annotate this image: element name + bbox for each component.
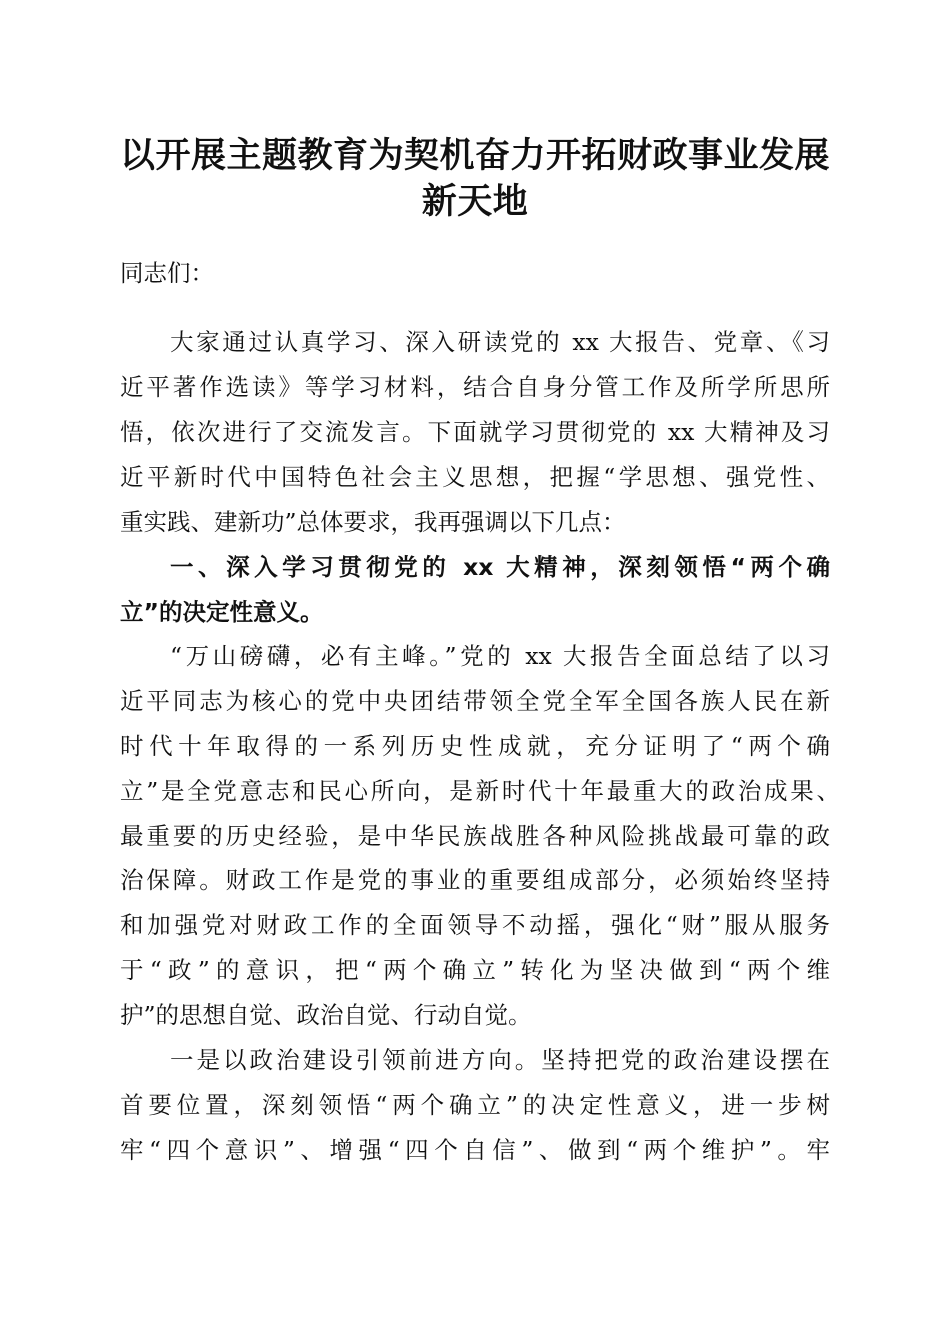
body-line: 牢“四个意识”、增强“四个自信”、做到“两个维护”。牢 [120, 1136, 830, 1164]
intro-line: 近平著作选读》等学习材料，结合自身分管工作及所学所思所 [120, 373, 830, 401]
intro-line: 大家通过认真学习、深入研读党的 xx 大报告、党章、《习 [170, 328, 830, 356]
body-line: 近平同志为核心的党中央团结带领全党全军全国各族人民在新 [120, 687, 830, 715]
body-line: 首要位置，深刻领悟“两个确立”的决定性意义，进一步树 [120, 1091, 830, 1119]
intro-line: 悟，依次进行了交流发言。下面就学习贯彻党的 xx 大精神及习 [120, 418, 830, 446]
title-line-2: 新天地 [421, 181, 529, 222]
document-title [100, 133, 850, 225]
body-line: 最重要的历史经验，是中华民族战胜各种风险挑战最可靠的政 [120, 822, 830, 850]
body-line: 时代十年取得的一系列历史性成就，充分证明了“两个确 [120, 732, 830, 760]
body-line: 和加强党对财政工作的全面领导不动摇，强化“财”服从服务 [120, 911, 830, 939]
intro-line: 近平新时代中国特色社会主义思想，把握“学思想、强党性、 [120, 463, 830, 491]
intro-line: 重实践、建新功”总体要求，我再强调以下几点： [120, 508, 626, 536]
body-line: “万山磅礴，必有主峰。”党的 xx 大报告全面总结了以习 [170, 642, 830, 670]
body-line: 治保障。财政工作是党的事业的重要组成部分，必须始终坚持 [120, 866, 830, 894]
section-heading: 一、深入学习贯彻党的 xx 大精神，深刻领悟“两个确 [170, 553, 830, 581]
body-line: 于“政”的意识，把“两个确立”转化为坚决做到“两个维 [120, 956, 830, 984]
point-lead: 一是以政治建设引领前进方向。 [170, 1046, 542, 1074]
section-heading: 立”的决定性意义。 [120, 598, 324, 626]
point-text: 坚持把党的政治建设摆在 [541, 1046, 831, 1074]
salutation: 同志们： [120, 259, 214, 287]
title-line-1: 以开展主题教育为契机奋力开拓财政事业发展 [119, 135, 830, 176]
body-line: 护”的思想自觉、政治自觉、行动自觉。 [120, 1001, 532, 1029]
point-line [170, 1045, 830, 1075]
body-line: 立”是全党意志和民心所向，是新时代十年最重大的政治成果、 [120, 777, 840, 805]
